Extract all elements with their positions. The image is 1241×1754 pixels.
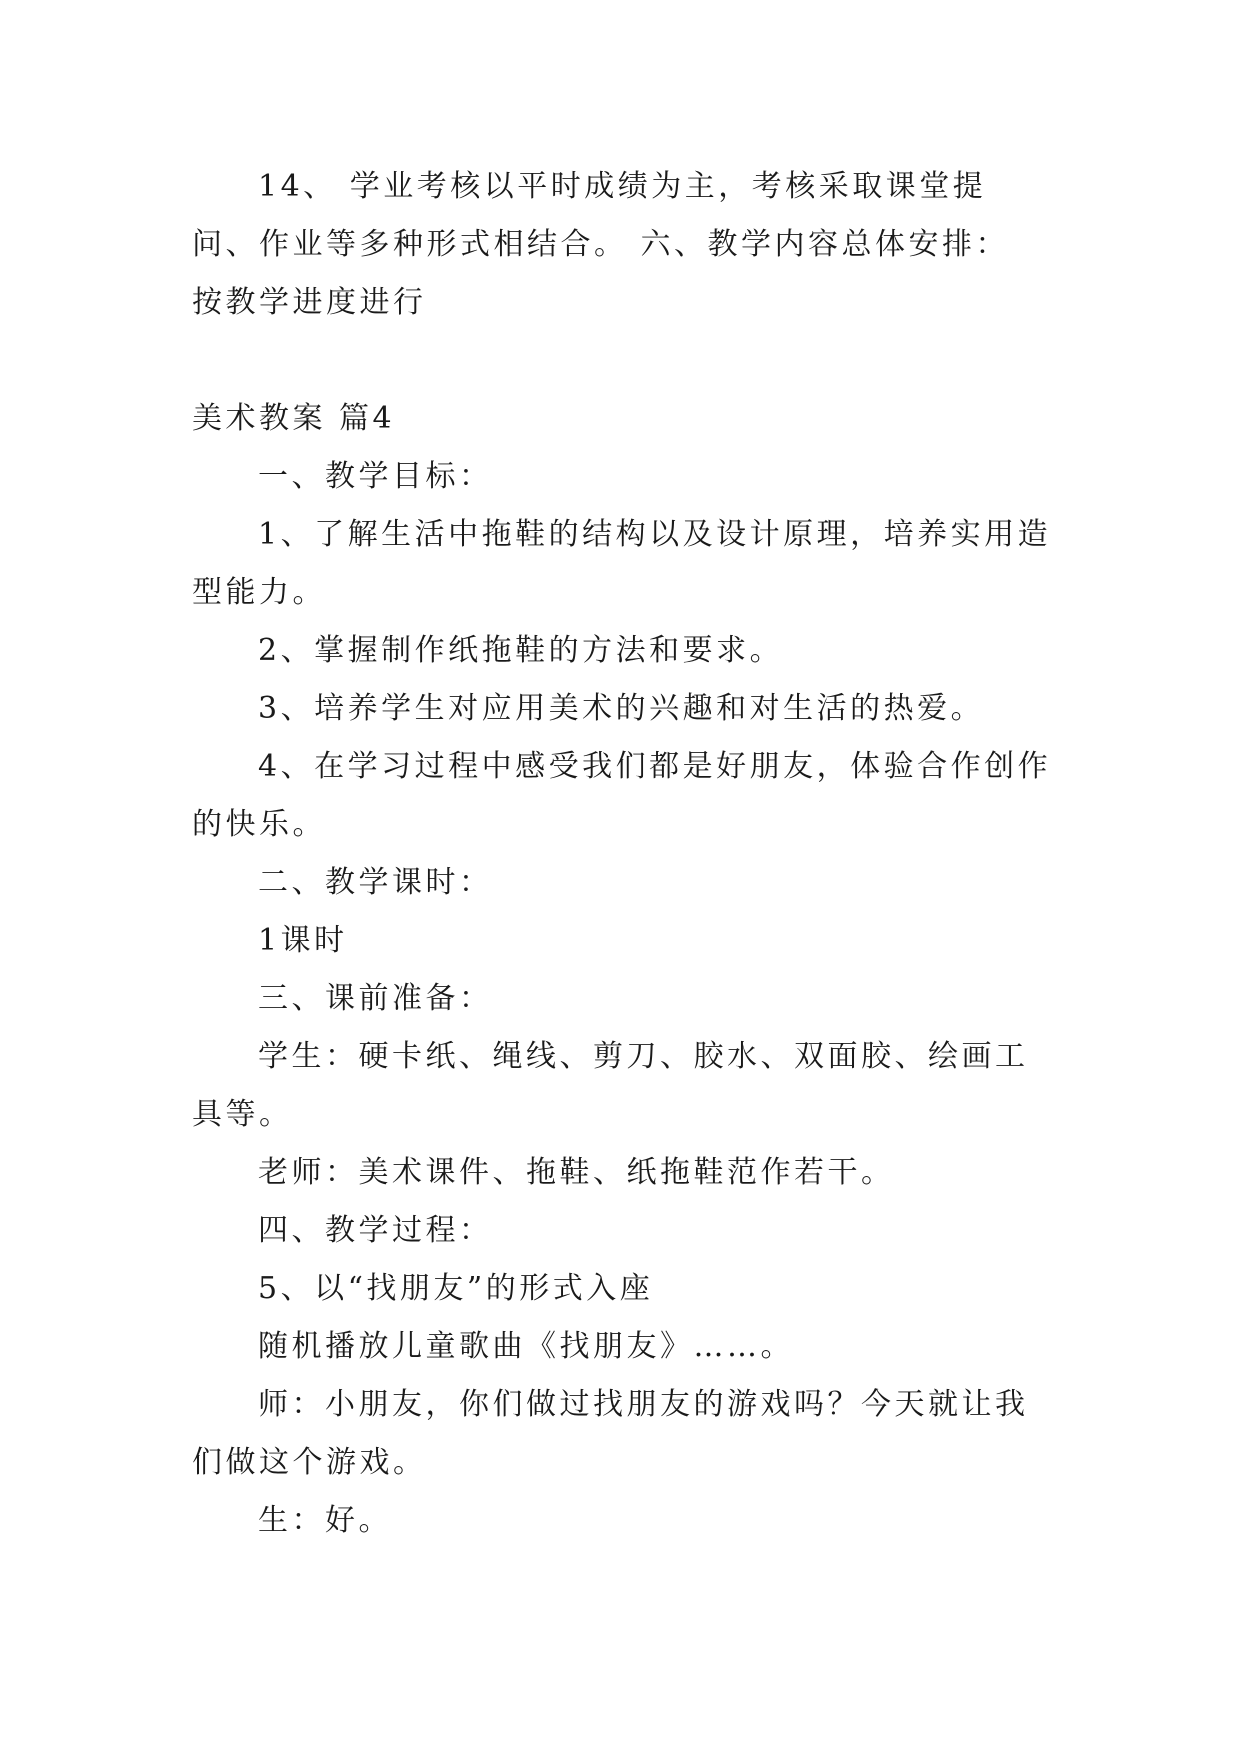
paragraph-hours-heading: 二、教学课时： bbox=[258, 865, 493, 900]
paragraph-process-5: 5、以“找朋友”的形式入座 bbox=[258, 1271, 654, 1306]
paragraph-objectives-heading: 一、教学目标： bbox=[258, 459, 493, 494]
paragraph-objective-1: 1、了解生活中拖鞋的结构以及设计原理，培养实用造型能力。 bbox=[192, 517, 1052, 610]
paragraph-song: 随机播放儿童歌曲《找朋友》……。 bbox=[258, 1329, 794, 1364]
paragraph-assessment: 14、 学业考核以平时成绩为主，考核采取课堂提问、作业等多种形式相结合。 六、教学内容总体安排： 按教学进度进行 bbox=[192, 169, 1010, 320]
paragraph-student-line: 生：好。 bbox=[258, 1503, 392, 1538]
section-heading: 美术教案 篇4 bbox=[192, 401, 396, 436]
document-body bbox=[192, 158, 1052, 1550]
paragraph-objective-4: 4、在学习过程中感受我们都是好朋友，体验合作创作的快乐。 bbox=[192, 749, 1052, 842]
paragraph-prep-heading: 三、课前准备： bbox=[258, 981, 493, 1016]
paragraph-objective-2: 2、掌握制作纸拖鞋的方法和要求。 bbox=[258, 633, 784, 668]
paragraph-hours: 1课时 bbox=[258, 923, 348, 958]
paragraph-prep-teacher: 老师：美术课件、拖鞋、纸拖鞋范作若干。 bbox=[258, 1155, 895, 1190]
paragraph-process-heading: 四、教学过程： bbox=[258, 1213, 493, 1248]
paragraph-prep-students: 学生：硬卡纸、绳线、剪刀、胶水、双面胶、绘画工具等。 bbox=[192, 1039, 1029, 1132]
paragraph-objective-3: 3、培养学生对应用美术的兴趣和对生活的热爱。 bbox=[258, 691, 985, 726]
paragraph-teacher-line: 师：小朋友，你们做过找朋友的游戏吗？今天就让我们做这个游戏。 bbox=[192, 1387, 1029, 1480]
